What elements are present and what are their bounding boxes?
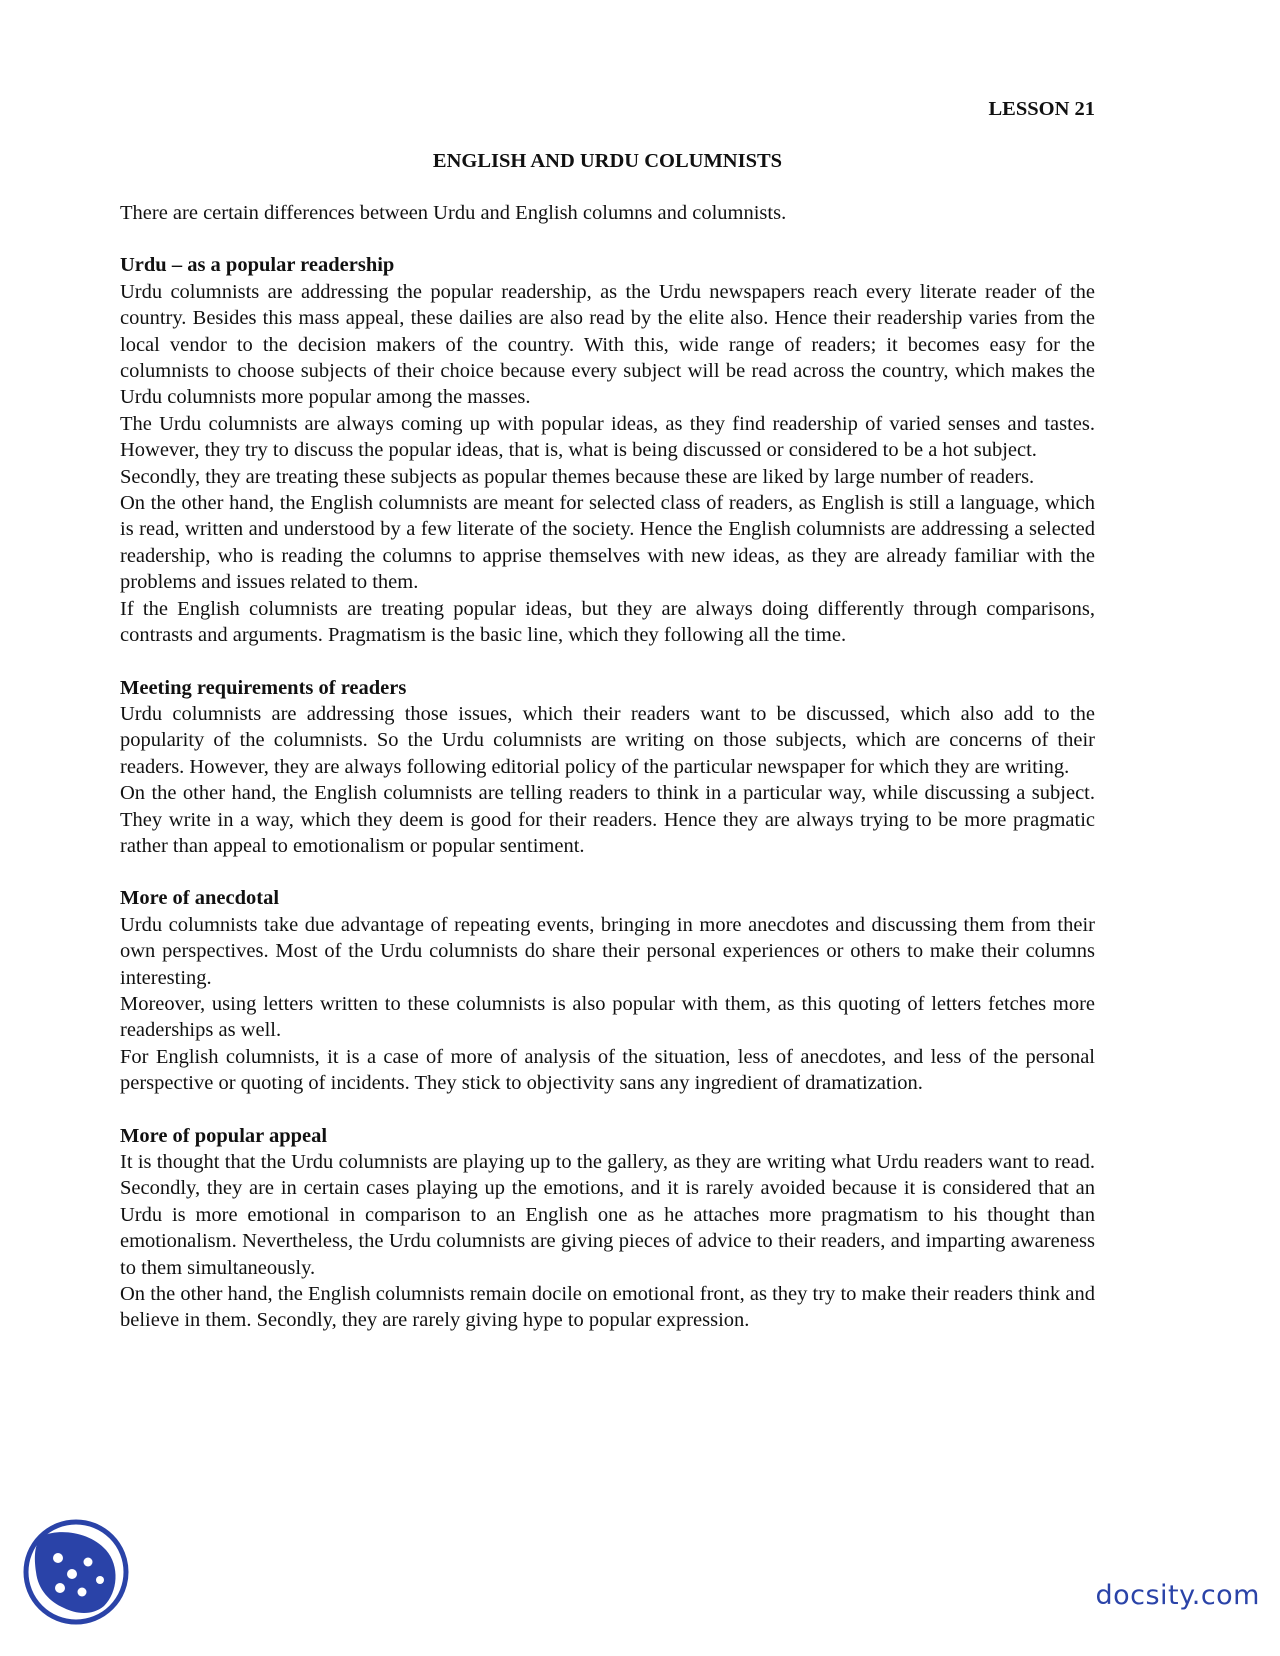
paragraph: On the other hand, the English columnists are telling readers to think in a particular way, while discussing a subject. They write in a way, which they deem is good for their readers. Hence they are always trying to be more pragmatic rather than appeal to emotionalism or popular sentiment. — [120, 782, 1095, 857]
section-heading: Urdu – as a popular readership — [120, 254, 395, 277]
section-heading: More of anecdotal — [120, 887, 280, 910]
paragraph: Urdu columnists are addressing those issues, which their readers want to be discussed, which also add to the popularity of the columnists. So the Urdu columnists are writing on those subjects, which are concerns of their readers. However, they are always following editorial policy of the particular newspaper for which they are writing. — [120, 702, 1095, 778]
paragraph: Urdu columnists take due advantage of repeating events, bringing in more anecdotes and discussing them from their own perspectives. Most of the Urdu columnists do share their personal experiences or others to make their columns interesting. — [120, 913, 1095, 989]
intro-paragraph: There are certain differences between Urdu and English columns and columnists. — [120, 202, 787, 224]
docsity-logo-icon[interactable] — [20, 1516, 132, 1628]
section-meeting-requirements — [120, 675, 1095, 860]
paragraph: On the other hand, the English columnists are meant for selected class of readers, as English is still a language, which is read, written and understood by a few literate of the society. Hence the English columnists are addressing a selected readership, who is reading the columns to apprise themselves with new ideas, as they are already familiar with the problems and issues related to them. — [120, 492, 1095, 594]
page-title: ENGLISH AND URDU COLUMNISTS — [432, 150, 783, 172]
section-more-of-anecdotal — [120, 885, 1095, 1096]
section-urdu-popular-readership — [120, 252, 1095, 648]
document-page — [120, 96, 1095, 1360]
paragraph: It is thought that the Urdu columnists are playing up to the gallery, as they are writing what Urdu readers want to read. Secondly, they are in certain cases playing up the emotions, and it is rarely avoided because it is considered that an Urdu is more emotional in comparison to an English one as he attaches more pragmatism to his thought than emotionalism. Nevertheless, the Urdu columnists are giving pieces of advice to their readers, and imparting awareness to them simultaneously. — [120, 1151, 1095, 1279]
paragraph: If the English columnists are treating popular ideas, but they are always doing differently through comparisons, contrasts and arguments. Pragmatism is the basic line, which they following all the time. — [120, 597, 1095, 647]
paragraph: Secondly, they are treating these subjects as popular themes because these are liked by large number of readers. — [120, 465, 1035, 488]
paragraph: Moreover, using letters written to these columnists is also popular with them, as this quoting of letters fetches more readerships as well. — [120, 992, 1095, 1042]
paragraph: On the other hand, the English columnists remain docile on emotional front, as they try to make their readers think and believe in them. Secondly, they are rarely giving hype to popular expression. — [120, 1283, 1095, 1332]
lesson-number: LESSON 21 — [988, 98, 1095, 120]
paragraph: Urdu columnists are addressing the popular readership, as the Urdu newspapers reach every literate reader of the country. Besides this mass appeal, these dailies are also read by the elite also. Hence their readership varies from the local vendor to the decision makers of the country. With this, wide range of readers; it becomes easy for the columnists to choose subjects of their choice because every subject will be read across the country, which makes the Urdu columnists more popular among the masses. — [120, 280, 1095, 409]
section-heading: More of popular appeal — [120, 1124, 328, 1147]
paragraph: For English columnists, it is a case of more of analysis of the situation, less of anecdotes, and less of the personal perspective or quoting of incidents. They stick to objectivity sans any ingredient of dramatization. — [120, 1045, 1095, 1095]
docsity-brand-link[interactable]: docsity.com — [1095, 1580, 1260, 1611]
section-heading: Meeting requirements of readers — [120, 676, 407, 699]
section-more-of-popular-appeal — [120, 1123, 1095, 1334]
paragraph: The Urdu columnists are always coming up with popular ideas, as they find readership of varied senses and tastes. However, they try to discuss the popular ideas, that is, what is being discussed or considered to be a hot subject. — [120, 412, 1095, 462]
